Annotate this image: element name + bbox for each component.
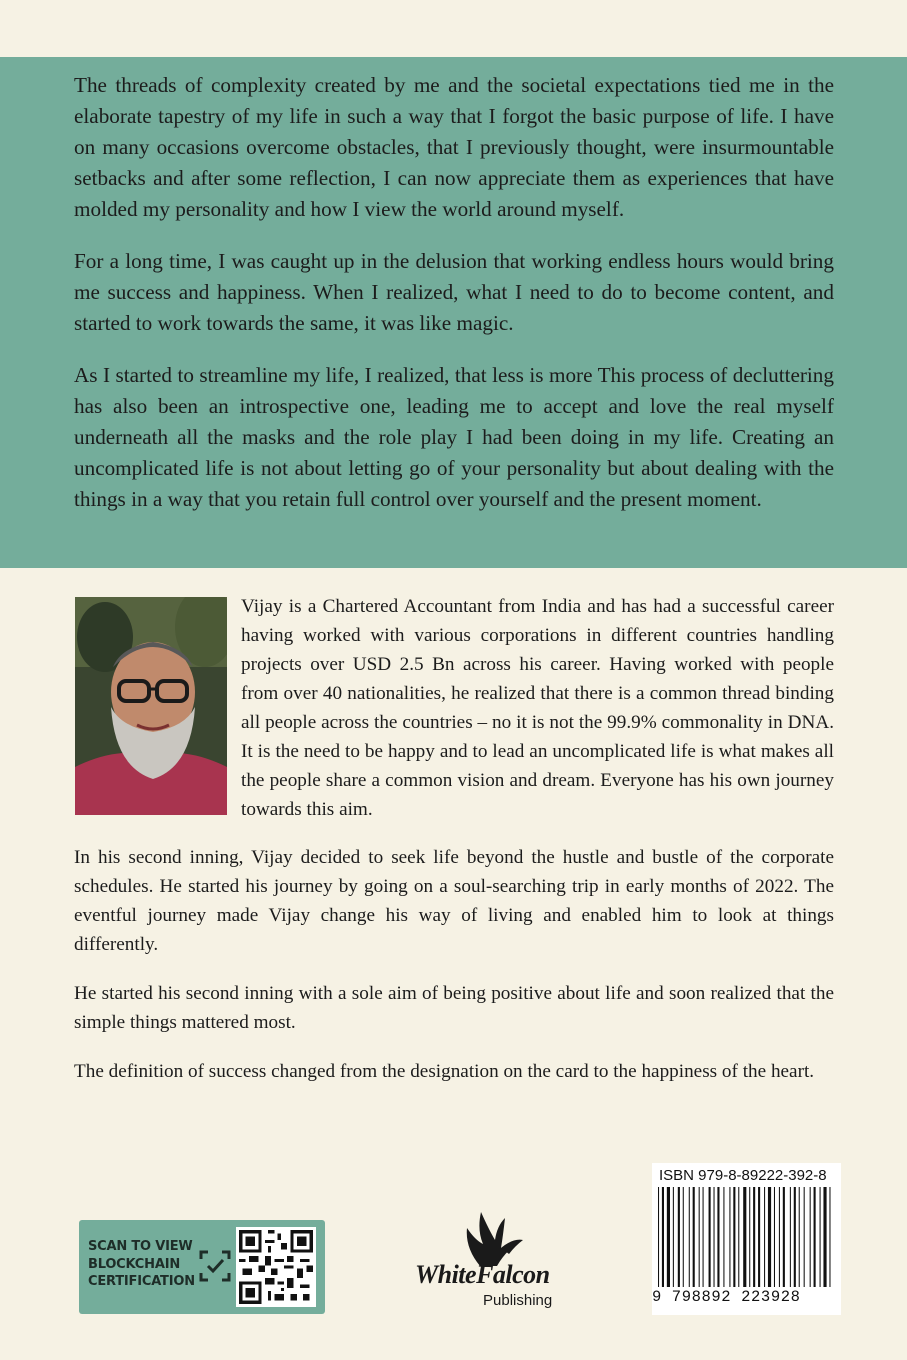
blurb-paragraph: As I started to streamline my life, I realized, that less is more This process of decluttering has also been an introspective one, leading me to accept and love the real myself underneath all the masks and the role play I had been doing in my life. Creating an uncomplicated life is not about letting go of your personality but about dealing with the things in a way that you retain full control over yourself and the present moment. [74,363,834,511]
author-bio [74,843,834,1106]
falcon-logo-icon [405,1208,580,1268]
blockchain-certification-badge[interactable] [79,1220,325,1314]
barcode-icon [656,1187,838,1287]
qr-label-line: CERTIFICATION [88,1274,195,1289]
qr-label-line: BLOCKCHAIN [88,1256,181,1272]
bio-paragraph: He started his second inning with a sole aim of being positive about life and soon realized that the simple things mattered most. [74,983,834,1033]
author-portrait-icon [75,597,227,815]
bio-paragraph: The definition of success changed from the designation on the card to the happiness of the heart. [74,1061,815,1082]
isbn-label: ISBN 979-8-89222-392-8 [659,1167,827,1184]
publisher-logo [405,1208,580,1318]
blurb-paragraph: The threads of complexity created by me and the societal expectations tied me in the elaborate tapestry of my life in such a way that I forgot the basic purpose of life. I have on many occasions overcome obstacles, that I previously thought, were insurmountable setbacks and after some reflection, I can now appreciate them as experiences that have molded my personality and how I view the world around myself. [74,73,834,221]
isbn-barcode-block [652,1163,841,1315]
author-photo [75,597,227,815]
bio-paragraph: In his second inning, Vijay decided to seek life beyond the hustle and bustle of the corporate schedules. He started his journey by going on a soul-searching trip in early months of 2022. The eventful journey made Vijay change his way of living and enabled him to look at things differently. [74,847,834,955]
qr-label-line: SCAN TO VIEW [88,1239,193,1254]
qr-label [88,1238,198,1291]
blurb-paragraph: For a long time, I was caught up in the delusion that working endless hours would bring me success and happiness. When I realized, what I need to do to become content, and started to work towards the same, it was like magic. [74,249,834,335]
publisher-name: WhiteFalcon [415,1260,550,1289]
publisher-sub: Publishing [483,1292,553,1309]
verified-check-icon [199,1250,231,1282]
blurb-text [74,70,834,536]
isbn-digits: 9 798892 223928 [652,1288,801,1306]
qr-code-icon[interactable] [236,1227,316,1307]
author-bio-intro: Vijay is a Chartered Accountant from India and has had a successful career having worked with various corporations in different countries handling projects over USD 2.5 Bn across his career. Having worked with people from over 40 nationalities, he realized that there is a common thread binding all people across the countries – no it is not the 99.9% commonality in DNA. It is the need to be happy and to lead an uncomplicated life is what makes all the people share a common vision and dream. Everyone has his own journey towards this aim. [241,596,834,820]
